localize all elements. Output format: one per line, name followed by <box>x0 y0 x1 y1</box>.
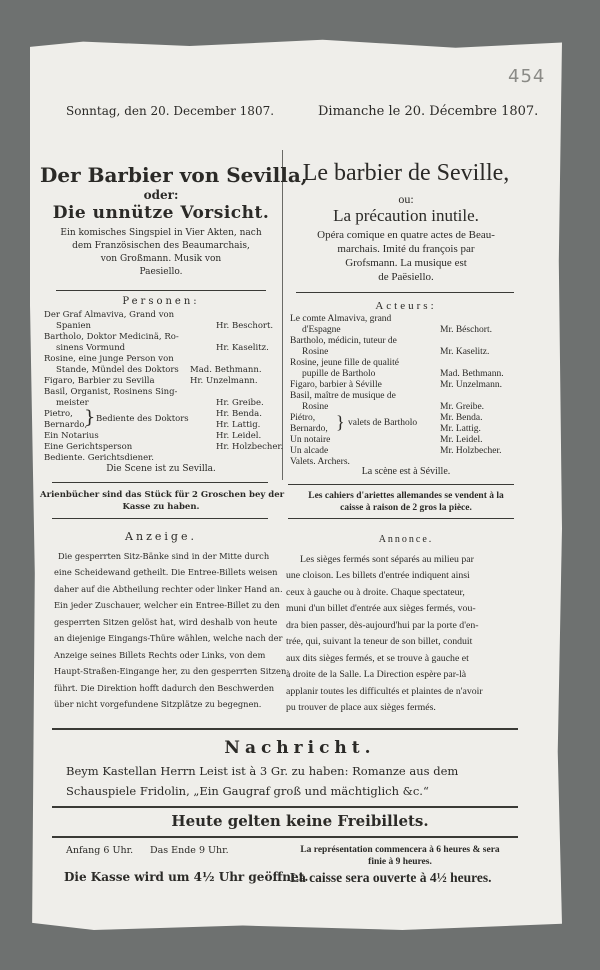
cast-role: sinens Vormund <box>56 343 126 353</box>
cast-actor: Mr. Greibe. <box>440 402 485 412</box>
notice-line: applanir toutes les difficultés et plaintes de n'avoir <box>286 686 483 697</box>
french-description-4: de Paësiello. <box>378 271 434 283</box>
cast-role: Rosine, eine junge Person von <box>44 354 174 364</box>
cast-role: Pietro, <box>44 409 73 419</box>
nachricht-line-1: Beym Kastellan Herrn Leist ist à 3 Gr. zu haben: Romanze aus dem <box>66 764 459 778</box>
cast-role: Le comte Almaviva, grand <box>290 314 392 324</box>
german-or: oder: <box>143 188 179 202</box>
notice-line: pu trouver de place aux sièges fermés. <box>286 702 436 713</box>
rule-nachricht-top <box>52 728 518 730</box>
cast-role: Eine Gerichtsperson <box>44 442 133 452</box>
rule-libretto-bottom-fr <box>288 518 514 519</box>
cast-role: Un alcade <box>290 446 329 456</box>
cast-role: Un notaire <box>290 435 331 445</box>
notice-line: über nicht vorgefundene Sitzplätze zu begegnen. <box>54 699 262 709</box>
french-libretto-2: caisse à raison de 2 gros la pièce. <box>340 503 472 513</box>
german-scene: Die Scene ist zu Sevilla. <box>106 464 216 474</box>
french-description-3: Grofsmann. La musique est <box>345 257 467 269</box>
french-libretto-1: Les cahiers d'ariettes allemandes se vendent à la <box>308 491 504 501</box>
french-start-1: La représentation commencera à 6 heures & sera <box>300 845 500 855</box>
notice-line: Die gesperrten Sitz-Bänke sind in der Mitte durch <box>58 551 270 561</box>
cast-role: Rosine, jeune fille de qualité <box>290 358 399 368</box>
cast-role: Piétro, <box>290 413 316 423</box>
column-divider <box>282 150 283 480</box>
rule-freibillets-bottom <box>52 836 518 838</box>
german-cast-list <box>44 310 284 470</box>
german-libretto-2: Kasse zu haben. <box>122 502 200 512</box>
french-subtitle: La précaution inutile. <box>333 206 479 225</box>
bracket-glyph: } <box>336 412 345 432</box>
notice-line: dra bien passer, dès-aujourd'hui par la porte d'en- <box>286 620 479 631</box>
cast-role: Figaro, Barbier zu Sevilla <box>44 376 155 386</box>
notice-line: führt. Die Direktion hofft dadurch den Beschwerden <box>54 683 275 693</box>
german-description-1: Ein komisches Singspiel in Vier Akten, nach <box>60 228 262 238</box>
french-scene: La scène est à Séville. <box>361 466 451 477</box>
notice-line: Les sièges fermés sont séparés au milieu par <box>300 554 474 565</box>
cast-actor: Hr. Benda. <box>216 409 262 419</box>
german-description-4: Paesiello. <box>139 267 183 277</box>
cast-role: Stande, Mündel des Doktors <box>56 365 179 375</box>
notice-line: Haupt-Straßen-Eingange her, zu den gesperrten Sitzen <box>54 666 287 676</box>
bracket-glyph: } <box>84 407 96 428</box>
cast-role: Basil, maître de musique de <box>290 391 396 401</box>
french-start-2: finie à 9 heures. <box>368 857 432 867</box>
notice-line: ceux à gauche ou à droite. Chaque spectateur, <box>286 587 465 598</box>
cast-actor: Mr. Lattig. <box>440 424 481 434</box>
cast-role: Bediente. Gerichtsdiener. <box>44 453 154 463</box>
german-libretto-1: Arienbücher sind das Stück für 2 Groschen bey der <box>40 490 285 500</box>
notice-line: Ein jeder Zuschauer, welcher ein Entree-Billet zu den <box>54 600 280 610</box>
german-box-office: Die Kasse wird um 4½ Uhr geöffnet. <box>64 870 309 884</box>
german-date: Sonntag, den 20. December 1807. <box>66 104 275 118</box>
cast-actor: Mr. Benda. <box>440 413 483 423</box>
french-or: ou: <box>398 192 414 206</box>
notice-line: eine Scheidewand getheilt. Die Entree-Billets weisen <box>54 567 278 577</box>
cast-actor: Mr. Kaselitz. <box>440 347 490 357</box>
cast-role: Bartholo, Doktor Medicinä, Ro- <box>44 332 179 342</box>
notice-line: aux dits sièges fermés, et se trouve à gauche et <box>286 653 469 664</box>
cast-role: pupille de Bartholo <box>302 369 376 379</box>
cast-role: meister <box>56 398 89 408</box>
german-subtitle: Die unnütze Vorsicht. <box>52 203 270 223</box>
french-cast-heading: Acteurs: <box>375 300 437 312</box>
french-title: Le barbier de Seville, <box>302 160 510 186</box>
cast-actor: Mr. Leidel. <box>440 435 483 445</box>
cast-role: Valets. Archers. <box>290 457 350 467</box>
notice-line: Anzeige seines Billets Rechts oder Links, von dem <box>54 650 266 660</box>
cast-role: Figaro, barbier à Séville <box>290 380 382 390</box>
french-box-office: La caisse sera ouverte à 4½ heures. <box>290 870 492 885</box>
french-notice-heading: Annonce. <box>378 534 434 545</box>
german-start: Anfang 6 Uhr. <box>66 845 134 856</box>
cast-actor: Hr. Lattig. <box>216 420 261 430</box>
notice-line: trée, qui, suivant la teneur de son billet, conduit <box>286 636 473 647</box>
cast-role: Bernardo, <box>44 420 88 430</box>
german-description-2: dem Französischen des Beaumarchais, <box>72 241 250 251</box>
cast-actor: Hr. Beschort. <box>216 321 274 331</box>
notice-line: une cloison. Les billets d'entrée indiquent ainsi <box>286 570 470 581</box>
cast-role: Der Graf Almaviva, Grand von <box>44 310 175 320</box>
nachricht-line-2: Schauspiele Fridolin, „Ein Gaugraf groß und mächtiglich &c.“ <box>66 784 429 798</box>
notice-line: muni d'un billet d'entrée aux sièges fermés, vou- <box>286 603 476 614</box>
rule-libretto-top-fr <box>288 484 514 485</box>
german-servants-bracket: Bediente des Doktors <box>96 414 189 424</box>
cast-actor: Mr. Unzelmann. <box>440 380 503 390</box>
no-free-tickets: Heute gelten keine Freibillets. <box>171 812 429 830</box>
rule-libretto-bottom-de <box>52 518 268 519</box>
french-servants-bracket: valets de Bartholo <box>348 418 418 428</box>
german-notice-heading: Anzeige. <box>125 530 197 543</box>
french-description-2: marchais. Imité du françois par <box>337 243 475 255</box>
german-cast-heading: Personen: <box>122 296 200 307</box>
cast-role: Spanien <box>56 321 92 331</box>
cast-actor: Hr. Kaselitz. <box>216 343 269 353</box>
cast-role: Rosine <box>302 347 329 357</box>
notice-line: an diejenige Eingangs-Thüre wählen, welche nach der <box>54 633 283 643</box>
cast-role: Bartholo, médicin, tuteur de <box>290 336 397 346</box>
cast-actor: Hr. Holzbecher. <box>216 442 284 452</box>
archive-number: 454 <box>508 66 546 87</box>
cast-role: Basil, Organist, Rosinens Sing- <box>44 387 178 397</box>
cast-actor: Mr. Holzbecher. <box>440 446 502 456</box>
cast-role: Bernardo, <box>290 424 328 434</box>
cast-actor: Mad. Bethmann. <box>190 365 262 375</box>
cast-role: d'Espagne <box>302 325 341 335</box>
cast-actor: Hr. Greibe. <box>216 398 264 408</box>
rule-german-title <box>56 290 266 291</box>
cast-actor: Mad. Bethmann. <box>440 369 504 379</box>
notice-line: daher auf die Abtheilung rechter oder linker Hand an. <box>54 584 283 594</box>
rule-french-title <box>296 292 514 293</box>
rule-freibillets-top <box>52 806 518 808</box>
german-title: Der Barbier von Sevilla, <box>40 163 308 187</box>
notice-line: gesperrten Sitzen gelöst hat, wird deshalb von heute <box>54 617 278 627</box>
cast-actor: Hr. Leidel. <box>216 431 262 441</box>
german-end: Das Ende 9 Uhr. <box>150 845 229 856</box>
cast-actor: Hr. Unzelmann. <box>190 376 258 386</box>
french-cast-list <box>290 314 522 474</box>
nachricht-heading: Nachricht. <box>224 738 376 758</box>
german-description-3: von Großmann. Musik von <box>100 254 222 264</box>
cast-role: Rosine <box>302 402 329 412</box>
rule-libretto-top-de <box>52 482 268 483</box>
cast-role: Ein Notarius <box>44 431 99 441</box>
french-description-1: Opéra comique en quatre actes de Beau- <box>317 229 495 241</box>
notice-line: à droite de la Salle. La Direction espère par-là <box>286 669 467 680</box>
cast-actor: Mr. Béschort. <box>440 325 492 335</box>
french-date: Dimanche le 20. Décembre 1807. <box>318 104 539 119</box>
